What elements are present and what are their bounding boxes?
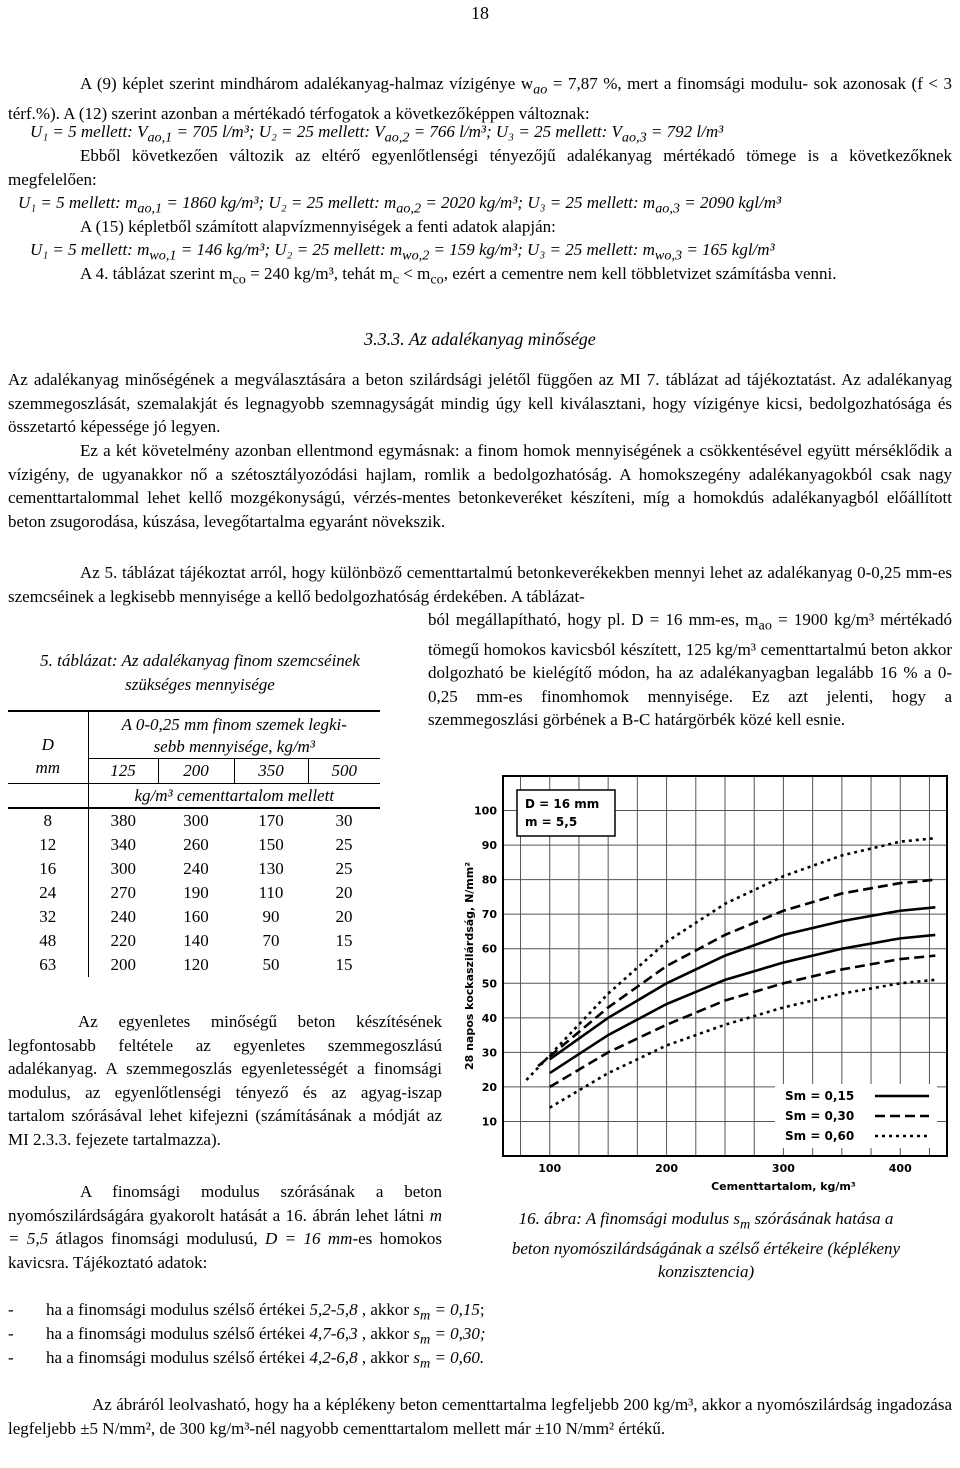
table5-value-cell: 70 bbox=[262, 930, 280, 950]
table5-d-cell: 48 bbox=[8, 929, 88, 953]
y-tick-label: 20 bbox=[481, 1080, 497, 1094]
list-item bbox=[8, 1298, 948, 1322]
table5-cement-value: 500 bbox=[331, 761, 357, 780]
table5-value-cell: 340 bbox=[110, 834, 136, 854]
table5-value-cell: 220 bbox=[110, 930, 136, 950]
bullet-dash: - bbox=[8, 1348, 14, 1367]
table5-cement-value: 350 bbox=[234, 759, 308, 784]
table5-cement-value: 200 bbox=[158, 759, 234, 784]
legend-box-line1: D = 16 mm bbox=[525, 797, 600, 811]
table-row bbox=[8, 953, 380, 977]
series-legend-label: Sm = 0,30 bbox=[785, 1109, 855, 1123]
series-legend-label: Sm = 0,60 bbox=[785, 1129, 855, 1143]
table5-value-cell: 110 bbox=[258, 882, 284, 902]
table5-d-cell: 8 bbox=[8, 808, 88, 833]
table5-cement-value: 125 bbox=[88, 759, 158, 784]
bullet-list bbox=[8, 1298, 948, 1370]
table5-value-cell: 380 bbox=[110, 811, 136, 830]
body-paragraph-3: Az 5. táblázat tájékoztat arról, hogy különböző cementtartalmú betonkeverékekben mennyi lehet az adalékanyag 0-0,25 mm-es szemcséinek a legkisebb mennyisége a kellő bedolgozhatóság érdekében. A táblázat- bbox=[8, 563, 952, 606]
intro-line2: sok azonosak (f < 3 térf.%). A (12) szerint azonban a mértékadó térfogatok a következőképpen változnak: bbox=[8, 74, 953, 123]
series-line bbox=[526, 838, 935, 1080]
vao-line: U₁ = 5 mellett: $V_{ao,1} = 705$ l/m³; U₂ = 25 mellett: $V_{ao,2} = 766$ l/m³; U₃ = 25 mellett: $V_{ao,3} = 792$ l/m³ bbox=[30, 122, 724, 146]
intro-p2-line2: következőknek megfelelően: bbox=[8, 146, 953, 189]
body-paragraph-2: Ez a két követelmény azonban ellentmond egymásnak: a finom homok mennyiségének a csökkentésével együtt mérséklődik a vízigény, de ugyanakkor nő a szétosztályozódási hajlam, romlik a bedolgozhatóság. A homokszegény adalékanyagokból csak nagy cementtartalommal lehet kellő mozgékonyságú, vérzés-mentes betonkeveréket készíteni, míg a homokdús adalékanyagból előállított beton zsugorodása, kúszása, levegőtartalma egyaránt növekszik. bbox=[8, 441, 952, 531]
figure-caption-line1: 16. ábra: A finomsági modulus $s_m$ szórásának hatása a bbox=[518, 1209, 894, 1233]
table5-value-cell: 200 bbox=[110, 954, 136, 974]
table-row bbox=[8, 808, 380, 833]
table5-value-cell: 140 bbox=[183, 930, 209, 950]
table-row bbox=[8, 905, 380, 929]
page-number: 18 bbox=[471, 3, 489, 23]
table-row bbox=[8, 833, 380, 857]
table5-value-cell: 20 bbox=[335, 906, 353, 926]
table5-col-d bbox=[8, 711, 88, 783]
table-row bbox=[8, 881, 380, 905]
body-paragraph-3-right: ból megállapítható, hogy pl. D = 16 mm-es, $m_{ao} = 1900$ kg/m³ mértékadó tömegű homokos kavicsból készített, 125 kg/m³ cementtartalmú beton akkor dolgozható be kielégítő módon, ha az adalékanyagban legalább 16 % a 0-0,25 mm-es finomhomok mennyisége. Ez azt jelenti, hogy a szemmegoszlási görbének a B-C határgörbék közé kell esnie. bbox=[428, 610, 953, 730]
table5-value-cell: 15 bbox=[335, 954, 353, 974]
table5-d-cell: 32 bbox=[8, 905, 88, 929]
y-tick-label: 70 bbox=[481, 908, 497, 922]
intro-paragraph-2 bbox=[8, 144, 952, 191]
table5-caption-line1: 5. táblázat: Az adalékanyag finom szemcséinek bbox=[40, 651, 360, 670]
table5-caption-line2: szükséges mennyisége bbox=[125, 674, 275, 694]
intro-paragraph-4 bbox=[8, 262, 952, 292]
table5-value-cell: 120 bbox=[183, 954, 209, 974]
intro-line1-rest: = 7,87 %, mert a finomsági modulu- bbox=[547, 74, 809, 93]
table-row bbox=[8, 857, 380, 881]
left-paragraph-2: A finomsági modulus szórásának a beton nyomószilárdságára gyakorolt hatását a 16. ábrán lehet látni m = 5,5 átlagos finomsági modulusú, D = 16 mm-es homokos kavicsra. Tájékoztató adatok: bbox=[8, 1182, 442, 1272]
legend-box-line2: m = 5,5 bbox=[525, 815, 578, 829]
figure-16-chart bbox=[455, 768, 955, 1193]
y-axis-label: 28 napos kockaszilárdság, N/mm² bbox=[463, 861, 476, 1071]
intro-p2-line1: Ebből következően változik az eltérő egyenlőtlenségi tényezőjű adalékanyag mértékadó tömege is a bbox=[80, 146, 838, 165]
x-tick-label: 100 bbox=[538, 1162, 562, 1175]
table5-value-cell: 20 bbox=[335, 882, 353, 902]
y-tick-label: 50 bbox=[481, 977, 497, 991]
table5-value-cell: 170 bbox=[258, 811, 284, 830]
table5-value-cell: 25 bbox=[335, 858, 353, 878]
intro-sub-ao: ao bbox=[533, 81, 548, 98]
table5-value-cell: 90 bbox=[262, 906, 280, 926]
y-tick-label: 80 bbox=[481, 873, 497, 887]
intro-p4-line2: venni. bbox=[794, 264, 837, 283]
closing-paragraph: Az ábráról leolvasható, hogy ha a képlékeny beton cementtartalma legfeljebb 200 kg/m³, akkor a nyomószilárdság ingadozása legfeljebb ±5 N/mm², de 300 kg/m³-nél nagyobb cementtartalom mellett már ±10 N/mm² értékű. bbox=[8, 1395, 952, 1438]
table5-value-cell: 160 bbox=[183, 906, 209, 926]
table5-col-d-label: D bbox=[41, 734, 54, 754]
x-tick-label: 400 bbox=[888, 1162, 912, 1175]
table5-header-line2: sebb mennyisége, kg/m³ bbox=[153, 737, 315, 756]
intro-p3: A (15) képletből számított alapvízmennyiségek a fenti adatok alapján: bbox=[80, 217, 556, 236]
mwo-line: U₁ = 5 mellett: $m_{wo,1} = 146$ kg/m³; U₂ = 25 mellett: $m_{wo,2} = 159$ kg/m³; U₃ = 25 mellett: $m_{wo,3} = 165$ kgl/m³ bbox=[30, 240, 775, 264]
bullet-text: ha a finomsági modulus szélső értékei 4,7-6,3 , akkor $s_m = 0,30$; bbox=[46, 1324, 486, 1348]
intro-paragraph bbox=[8, 72, 952, 125]
table5 bbox=[8, 710, 380, 977]
table5-value-cell: 190 bbox=[183, 882, 209, 902]
table5-col-mm-label: mm bbox=[35, 758, 61, 778]
table5-grid bbox=[8, 710, 380, 977]
bullet-text: ha a finomsági modulus szélső értékei 5,2-5,8 , akkor $s_m = 0,15$; bbox=[46, 1300, 485, 1324]
table5-header-line1: A 0-0,25 mm finom szemek legki- bbox=[121, 715, 347, 734]
table5-cement-label: kg/m³ cementtartalom mellett bbox=[134, 785, 335, 805]
y-tick-label: 30 bbox=[481, 1046, 497, 1060]
body-paragraph-1: Az adalékanyag minőségének a megválasztására a beton szilárdsági jelétől függően az MI 7. táblázat ad tájékoztatást. Az adalékanyag szemmegoszlását, szemalakját és legnagyobb szemnagyságát mindig úgy kell kiválasztani, hogy vízigénye kicsi, bedolgozhatósága és összetartó képessége jó legyen. bbox=[8, 370, 952, 436]
intro-line1: A (9) képlet szerint mindhárom adalékanyag-halmaz vízigénye w bbox=[80, 74, 534, 93]
table5-value-cell: 130 bbox=[258, 858, 284, 878]
table5-caption bbox=[0, 649, 400, 696]
table5-header bbox=[88, 711, 380, 759]
x-tick-label: 200 bbox=[655, 1162, 679, 1175]
table5-value-cell: 25 bbox=[335, 834, 353, 854]
y-tick-label: 60 bbox=[481, 942, 497, 956]
left-paragraph-1: Az egyenletes minőségű beton készítésének legfontosabb feltétele az egyenletes szemmegoszlású adalékanyag. A szemmegoszlás egyenletességét a finomsági modulus, az egyenlőtlenségi tényező és az agyag-iszap tartalom szórásával lehet kifejezni (számításának a módját az MI 2.3.3. fejezete tartalmazza). bbox=[8, 1012, 442, 1149]
figure-caption-line3: konzisztencia) bbox=[657, 1262, 755, 1282]
x-axis-label: Cementtartalom, kg/m³ bbox=[711, 1180, 856, 1193]
figure-caption bbox=[452, 1207, 960, 1284]
table5-value-cell: 15 bbox=[335, 930, 353, 950]
y-tick-label: 40 bbox=[481, 1011, 497, 1025]
x-tick-label: 300 bbox=[771, 1162, 795, 1175]
y-tick-label: 10 bbox=[481, 1115, 497, 1129]
intro-p4-line1: A 4. táblázat szerint $m_{co} = 240$ kg/m³, tehát $m_c < m_{co}$, ezért a cementre nem kell többletvizet számításba bbox=[80, 264, 791, 288]
figure-caption-line2: beton nyomószilárdságának a szélső értékeire (képlékeny bbox=[511, 1238, 901, 1258]
table5-value-cell: 300 bbox=[183, 811, 209, 830]
series-line bbox=[538, 880, 935, 1067]
table5-value-cell: 30 bbox=[335, 811, 353, 830]
list-item bbox=[8, 1346, 948, 1370]
bullet-dash: - bbox=[8, 1300, 14, 1319]
chart-svg bbox=[455, 768, 955, 1193]
y-tick-label: 90 bbox=[481, 839, 497, 853]
table5-d-cell: 12 bbox=[8, 833, 88, 857]
mao-line: U₁ = 5 mellett: $m_{ao,1} = 1860$ kg/m³; U₂ = 25 mellett: $m_{ao,2} = 2020$ kg/m³; U₃ = 25 mellett: $m_{ao,3} = 2090$ kgl/m³ bbox=[18, 193, 782, 217]
section-heading: 3.3.3. Az adalékanyag minősége bbox=[364, 329, 596, 349]
bullet-text: ha a finomsági modulus szélső értékei 4,2-6,8 , akkor $s_m = 0,60$. bbox=[46, 1348, 485, 1372]
list-item bbox=[8, 1322, 948, 1346]
table5-value-cell: 240 bbox=[183, 858, 209, 878]
table5-value-cell: 260 bbox=[183, 834, 209, 854]
table5-value-cell: 270 bbox=[110, 882, 136, 902]
table-row bbox=[8, 929, 380, 953]
table5-value-cell: 150 bbox=[258, 834, 284, 854]
table5-d-cell: 63 bbox=[8, 953, 88, 977]
table5-value-cell: 240 bbox=[110, 906, 136, 926]
table5-d-cell: 24 bbox=[8, 881, 88, 905]
table5-d-cell: 16 bbox=[8, 857, 88, 881]
table5-value-cell: 300 bbox=[110, 858, 136, 878]
bullet-dash: - bbox=[8, 1324, 14, 1343]
y-tick-label: 100 bbox=[474, 804, 497, 818]
table5-value-cell: 50 bbox=[262, 954, 280, 974]
series-legend-label: Sm = 0,15 bbox=[785, 1089, 855, 1103]
